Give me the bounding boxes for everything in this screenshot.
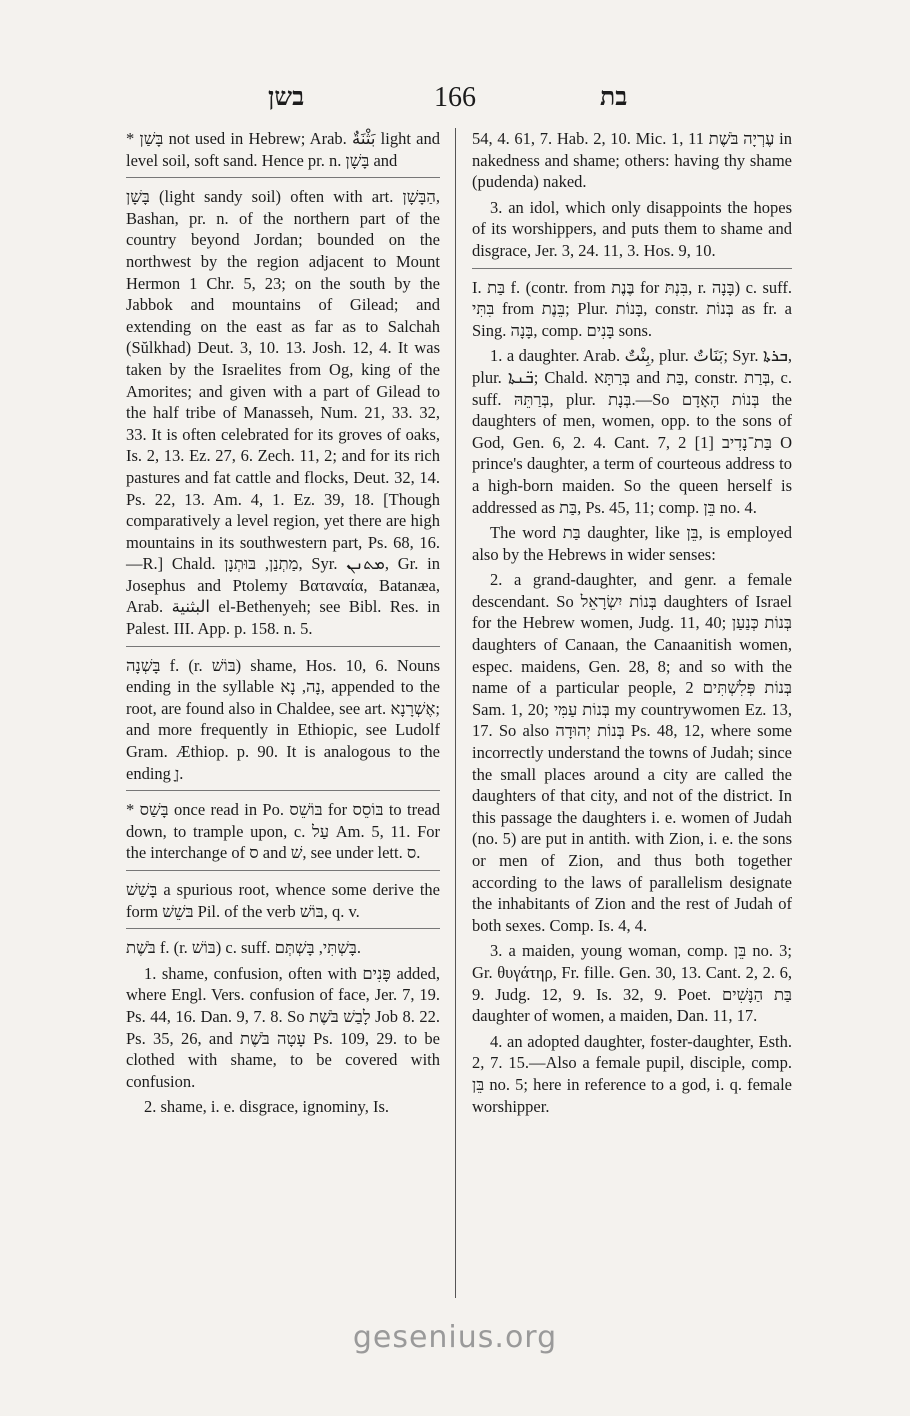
- running-head-right: בת: [600, 84, 628, 111]
- entry-bat-sense-4: 4. an adopted daughter, foster-daughter, Esth. 2, 7. 15.—Also a female pupil, disciple, comp. בֵּן no. 5; here in reference to a god, i. q. female worshipper.: [472, 1031, 792, 1116]
- entry-boshet-continued: 54, 4. 61, 7. Hab. 2, 10. Mic. 1, 11 עֶרְיָה בֹּשֶׁת in nakedness and shame; others: having thy shame (pudenda) naked.: [472, 129, 792, 192]
- entry-boshet-sense-1: 1. shame, confusion, often with פָּנִים added, where Engl. Vers. confusion of face, Jer. 7, 19. Ps. 44, 16. Dan. 9, 7. 8. So לָבַשׁ בֹּשֶׁת Job 8. 22. Ps. 35, 26, and עָטָה בֹּשֶׁת Ps. 109, 29. to be clothed with shame, to be covered with confusion.: [126, 963, 441, 1091]
- running-head-left: בשן: [268, 84, 305, 111]
- entry-bashan: בָּשָׁן (light sandy soil) often with art. הַבָּשָׁן, Bashan, pr. n. of the northern part of the country beyond Jordan; bounded on the northwest by the region adjacent to Mount Hermon 1 Chr. 5, 23; on the south by the Jabbok and mountains of Gilead; and extending on the east as far as to Salchah (Sŭlkhad) Deut. 3, 10. 13. Josh. 12, 4. It was taken by the Israelites from Og, king of the Amorites; and given with a part of Gilead to the half tribe of Manasseh, Num. 21, 33. 32, 33. It is often celebrated for its groves of oaks, Is. 2, 13. Ez. 27, 6. Zech. 11, 2; and for its rich pastures and fat cattle and flocks, Deut. 32, 14. Ps. 22, 13. Am. 4, 1. Ez. 39, 18. [Though comparatively a level region, yet there are high mountains in its southwestern part, Ps. 68, 16.—R.] Chald. מַתְנַן, בּוּתְנָן, Syr. ܡܬܢܢ, Gr. in Josephus and Ptolemy Βαταναία, Batanæa, Arab. البثنية el-Bethenyeh; see Bibl. Res. in Palest. III. App. p. 158. n. 5.: [126, 187, 441, 639]
- entry-divider: [126, 870, 440, 871]
- entry-divider: [472, 268, 792, 269]
- left-column: [126, 128, 440, 1122]
- column-rule: [455, 128, 456, 1298]
- entry-bat-sense-3: 3. a maiden, young woman, comp. בֵּן no. 3; Gr. θυγάτηρ, Fr. fille. Gen. 30, 13. Cant. 2, 2. 6, 9. Judg. 12, 9. Is. 32, 9. Poet. בַּת הַנָּשִׁים daughter of women, a maiden, Dan. 11, 17.: [472, 941, 792, 1026]
- entry-bashas: * בָּשַׁס once read in Po. בּוֹשֵׁס for בּוֹסֵס to tread down, to trample upon, c. עַל Am. 5, 11. For the interchange of ס and שׁ, see under lett. ס.: [126, 800, 440, 863]
- entry-boshet-sense-3: 3. an idol, which only disappoints the hopes of its worshippers, and puts them to shame and disgrace, Jer. 3, 24. 11, 3. Hos. 9, 10.: [472, 197, 792, 260]
- entry-divider: [126, 177, 440, 178]
- entry-divider: [126, 646, 440, 647]
- entry-divider: [126, 790, 440, 791]
- entry-boshnah: בָּשְׁנָה f. (r. בּוֹשׁ) shame, Hos. 10, 6. Nouns ending in the syllable נָה, נָא, appended to the root, are found also in Chaldee, see art. אֶשְׁרָנָא; and more frequently in Ethiopic, see Ludolf Gram. Æthiop. p. 90. It is analogous to the ending ָן.: [126, 655, 440, 783]
- entry-bat-wider-senses: The word בַּת daughter, like בֵּן, is employed also by the Hebrews in wider senses:: [472, 523, 792, 564]
- entry-boshet-sense-2: 2. shame, i. e. disgrace, ignominy, Is.: [144, 1097, 390, 1117]
- entry-bashash: בָּשַׁשׁ a spurious root, whence some derive the form בּשֵׁשׁ Pil. of the verb בּוֹשׁ, q. v.: [126, 880, 440, 921]
- entry-bat: I. בַּת f. (contr. from בֶּנֶת for בִּנְתּ, r. בָּנָה) c. suff. בִּתִּי from בֵּנֶת; Plur. בָּנוֹת, constr. בְּנוֹת as fr. a Sing. בָּנָה, comp. בָּנִים sons.: [472, 277, 792, 340]
- entry-divider: [126, 928, 440, 929]
- entry-bat-sense-1: 1. a daughter. Arab. بِنْتٌ, plur. بَنَاتٌ; Syr. ܒܪܬܐ, plur. ܒ̈ܢܬܐ; Chald. בְּרַתָּא and בַּת, constr. בְּרַת, c. suff. בְּרַתֵּהּ, plur. בְּנָת.—So בְּנוֹת הָאָדָם the daughters of men, women, opp. to the sons of God, Gen. 6, 2. 4. Cant. 7, 2 [1] בַּת־נָדִיב O prince's daughter, a term of courteous address to a high-born maiden. So the queen herself is addressed as בַּת, Ps. 45, 11; comp. בֵּן no. 4.: [472, 346, 793, 517]
- entry-bat-sense-2: 2. a grand-daughter, and genr. a female descendant. So בְּנוֹת יִשְׂרָאֵל daughters of Israel for the Hebrew women, Judg. 11, 40; בְּנוֹת כְּנַעַן daughters of Canaan, the Canaanitish women, espec. maidens, Gen. 28, 8; and so with the name of a particular people, בְּנוֹת פְּלִשְׁתִּים 2 Sam. 1, 20; בְּנוֹת עַמִּי my countrywomen Ez. 13, 17. So also בְּנוֹת יְהוּדָה Ps. 48, 12, where some incorrectly understand the towns of Judah; since the small places around a city are called the daughters of that city, and not of the district. In this passage the daughters i. e. women of Judah (no. 5) are put in antith. with Zion, i. e. the sons or men of Zion, and thus both together according to the laws of parallelism designate the inhabitants of Zion and the rest of Judah of both sexes. Comp. Is. 4, 4.: [472, 570, 793, 935]
- right-column: [472, 128, 792, 1121]
- page-number: 166: [434, 82, 476, 113]
- entry-bashan-root: * בָּשַׁן not used in Hebrew; Arab. بَثْنَةٌ light and level soil, soft sand. Hence pr. n. בָּשָׁן and: [126, 129, 440, 170]
- entry-boshet: בֹּשֶׁת f. (r. בּוֹשׁ) c. suff. בָּשְׁתִּי, בָּשְׁתְּם.: [126, 938, 361, 958]
- site-watermark: gesenius.org: [352, 1320, 558, 1355]
